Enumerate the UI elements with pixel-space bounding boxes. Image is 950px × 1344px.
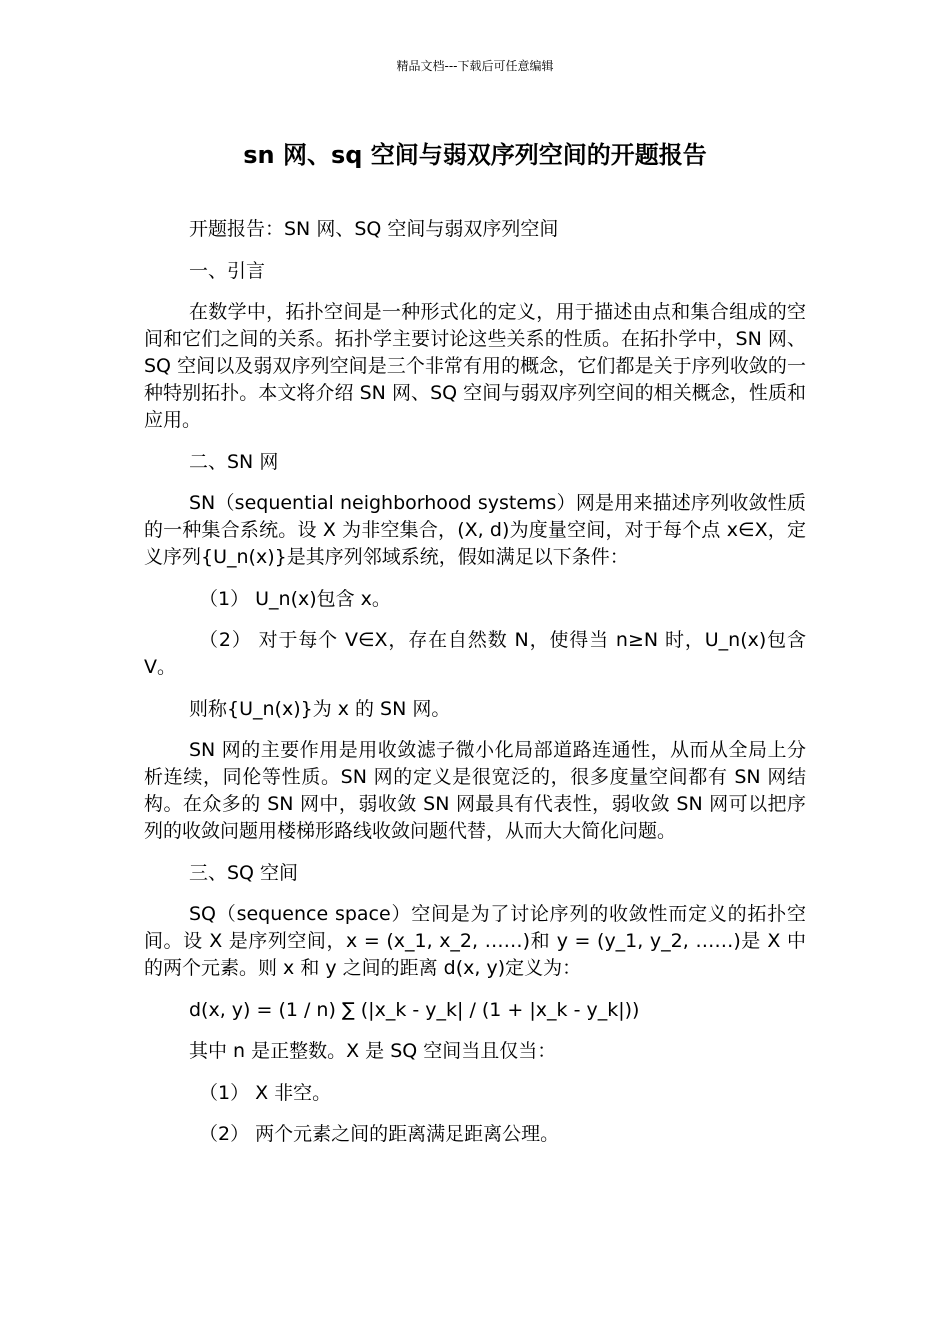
distance-formula: d(x, y) = (1 / n) ∑ (|x_k - y_k| / (1 + |x_k - y_k|)) xyxy=(189,998,640,1021)
list-item-condition-1: （1） U_n(x)包含 x。 xyxy=(199,587,391,610)
paragraph-sn-definition: SN（sequential neighborhood systems）网是用来描述序列收敛性质的一种集合系统。设 X 为非空集合，(X, d)为度量空间，对于每个点 x∈X，定义序列{U_n(x)}是其序列邻域系统，假如满足以下条件： xyxy=(144,492,806,568)
paragraph-sn-usage: SN 网的主要作用是用收敛滤子微小化局部道路连通性，从而从全局上分析连续，同伦等性质。SN 网的定义是很宽泛的，很多度量空间都有 SN 网结构。在众多的 SN 网中，弱收敛 SN 网最具有代表性，弱收敛 SN 网可以把序列的收敛问题用楼梯形路线收敛问题代替，从而大大简化问题。 xyxy=(144,739,806,842)
document-body xyxy=(144,216,806,1163)
section-heading-sn-net: 二、SN 网 xyxy=(189,450,279,473)
report-subtitle: 开题报告：SN 网、SQ 空间与弱双序列空间 xyxy=(189,218,559,240)
paragraph-sq-definition: SQ（sequence space）空间是为了讨论序列的收敛性而定义的拓扑空间。设 X 是序列空间，x = (x_1, x_2, ……)和 y = (y_1, y_2, ……)是 X 中的两个元素。则 x 和 y 之间的距离 d(x, y)定义为： xyxy=(144,903,806,979)
list-item-sq-condition-1: （1） X 非空。 xyxy=(199,1081,332,1104)
paragraph-sn-conclusion: 则称{U_n(x)}为 x 的 SN 网。 xyxy=(189,697,451,720)
document-title: sn 网、sq 空间与弱双序列空间的开题报告 xyxy=(243,141,707,169)
section-heading-introduction: 一、引言 xyxy=(189,259,266,282)
page-header: 精品文档---下载后可任意编辑 xyxy=(396,59,554,73)
paragraph-introduction: 在数学中，拓扑空间是一种形式化的定义，用于描述由点和集合组成的空间和它们之间的关系。拓扑学主要讨论这些关系的性质。在拓扑学中，SN 网、SQ 空间以及弱双序列空间是三个非常有用的概念，它们都是关于序列收敛的一种特别拓扑。本文将介绍 SN 网、SQ 空间与弱双序列空间的相关概念，性质和应用。 xyxy=(144,301,806,431)
list-item-condition-2: （2） 对于每个 V∈X，存在自然数 N，使得当 n≥N 时，U_n(x)包含 V。 xyxy=(144,629,806,678)
paragraph-sq-condition-intro: 其中 n 是正整数。X 是 SQ 空间当且仅当： xyxy=(189,1040,557,1062)
section-heading-sq-space: 三、SQ 空间 xyxy=(189,861,299,884)
list-item-sq-condition-2: （2） 两个元素之间的距离满足距离公理。 xyxy=(199,1123,560,1145)
